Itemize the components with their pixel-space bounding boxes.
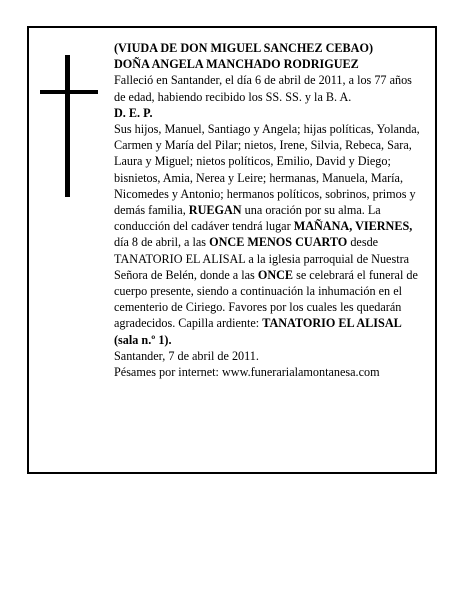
widow-line: (VIUDA DE DON MIGUEL SANCHEZ CEBAO)	[114, 41, 374, 55]
ruegan-label: RUEGAN	[188, 203, 242, 218]
obituary-text	[114, 40, 426, 380]
funeral-details: se celebrará el funeral de cuerpo presente, siendo a continuación la inhumación en el cementerio de Ciriego. Favores por los cuales les quedarán agradecidos. Capilla ardiente:	[114, 267, 418, 331]
condolences-line: Pésames por internet: www.funerarialamontanesa.com	[114, 365, 380, 380]
cross-icon	[40, 55, 98, 197]
funeral-hour: ONCE	[257, 267, 294, 282]
funeral-time: ONCE MENOS CUARTO	[209, 235, 348, 250]
deceased-name: DOÑA ANGELA MANCHADO RODRIGUEZ	[114, 57, 359, 72]
funeral-day: MAÑANA, VIERNES,	[293, 219, 413, 234]
place-date: Santander, 7 de abril de 2011.	[114, 348, 259, 363]
funeral-date: día 8 de abril, a las	[114, 235, 210, 250]
mourning-paragraph	[114, 121, 426, 348]
cross-vertical-bar	[65, 55, 70, 197]
prayer-text: una oración por su alma. La conducción del cadáver tendrá lugar	[114, 203, 381, 234]
funeral-route: desde TANATORIO EL ALISAL a la iglesia parroquial de Nuestra Señora de Belén, donde a las	[114, 235, 410, 282]
chapel-location: TANATORIO EL ALISAL (sala n.º 1).	[114, 316, 402, 347]
dep-label: D. E. P.	[114, 105, 153, 120]
cross-horizontal-bar	[40, 90, 98, 94]
family-list: Sus hijos, Manuel, Santiago y Angela; hijas políticas, Yolanda, Carmen y María del Pilar; nietos, Irene, Silvia, Rebeca, Sara, Laura y Miguel; nietos políticos, Emilio, David y Diego; bisnietos, Amia, Nerea y Leire; hermanas, Manuela, María, Nicomedes y Antonio; hermanos políticos, sobrinos, primos y demás familia,	[114, 122, 420, 218]
death-notice: Falleció en Santander, el día 6 de abril de 2011, a los 77 años de edad, habiendo recibido los SS. SS. y la B. A.	[114, 73, 412, 104]
